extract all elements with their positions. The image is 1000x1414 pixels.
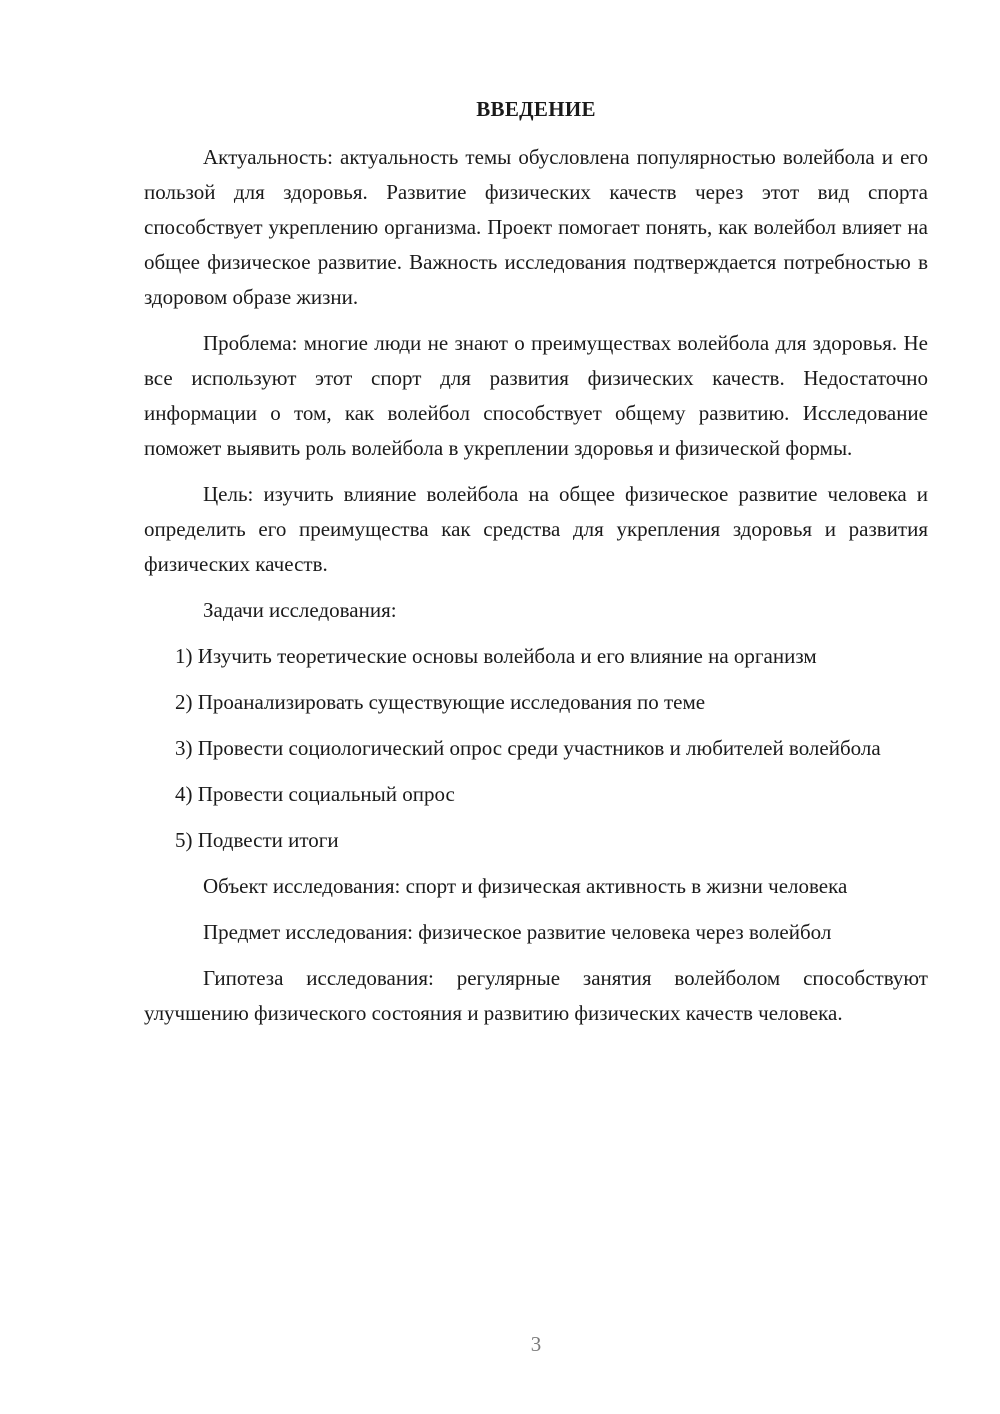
hypothesis-paragraph: Гипотеза исследования: регулярные занятия волейболом способствуют улучшению физического состояния и развитию физических качеств человека.	[144, 966, 928, 1025]
task-item: 1) Изучить теоретические основы волейбола и его влияние на организм	[175, 644, 817, 668]
subject-paragraph: Предмет исследования: физическое развитие человека через волейбол	[203, 920, 832, 944]
tasks-heading: Задачи исследования:	[203, 598, 397, 622]
document-page	[144, 92, 928, 1042]
task-item: 3) Провести социологический опрос среди участников и любителей волейбола	[175, 736, 881, 760]
task-item: 4) Провести социальный опрос	[175, 782, 455, 806]
object-paragraph: Объект исследования: спорт и физическая активность в жизни человека	[203, 874, 848, 898]
task-item: 5) Подвести итоги	[175, 828, 339, 852]
relevance-paragraph: Актуальность: актуальность темы обусловлена популярностью волейбола и его пользой для здоровья. Развитие физических качеств через этот вид спорта способствует укреплению организма. Проект помогает понять, как волейбол влияет на общее физическое развитие. Важность исследования подтверждается потребностью в здоровом образе жизни.	[144, 145, 928, 309]
page-number: 3	[530, 1332, 542, 1356]
task-item: 2) Проанализировать существующие исследования по теме	[175, 690, 706, 714]
page-title: ВВЕДЕНИЕ	[476, 97, 596, 121]
problem-paragraph: Проблема: многие люди не знают о преимуществах волейбола для здоровья. Не все используют этот спорт для развития физических качеств. Недостаточно информации о том, как волейбол способствует общему развитию. Исследование поможет выявить роль волейбола в укреплении здоровья и физической формы.	[144, 331, 928, 460]
goal-paragraph: Цель: изучить влияние волейбола на общее физическое развитие человека и определить его преимущества как средства для укрепления здоровья и развития физических качеств.	[144, 482, 928, 576]
